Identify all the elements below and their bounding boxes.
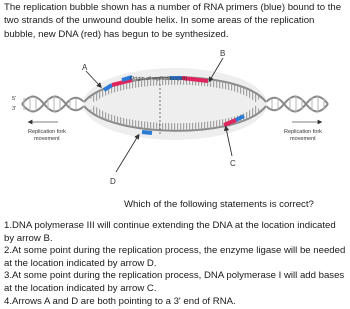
arrow-a-label: A [82,63,88,72]
left-fork-label-line2: movement [34,136,60,142]
intro-paragraph: The replication bubble shown has a number of RNA primers (blue) bound to the two strands of the unwound double helix. In some areas of the replication bubble, new DNA (red) has begun to be synthesized. [4,2,342,40]
arrow-a [82,63,100,86]
arrow-d [110,136,138,186]
three-prime-label: 3' [12,106,17,112]
left-double-helix [22,96,84,112]
right-fork-label-line1: Replication fork [284,129,322,135]
rna-primer [142,132,152,133]
question-text: Which of the following statements is correct? [124,199,314,210]
option-4[interactable]: 4.Arrows A and D are both pointing to a 3' end of RNA. [4,295,236,307]
left-fork-movement [28,122,66,142]
replication-bubble-diagram [0,44,350,194]
five-prime-label: 5' [12,96,17,102]
arrow-c-label: C [230,159,236,168]
option-3[interactable]: 3.At some point during the replication process, DNA polymerase I will add bases at the location indicated by arrow C. [4,270,345,294]
right-double-helix [266,96,328,112]
option-1[interactable]: 1.DNA polymerase III will continue extending the DNA at the location indicated by arrow B. [4,220,336,244]
origin-label: Origin of replication(ori) [130,76,188,82]
left-fork-label-line1: Replication fork [28,129,66,135]
arrow-c [226,128,236,168]
replication-bubble-figure [0,44,350,194]
right-fork-label-line2: movement [290,136,316,142]
arrow-d-label: D [110,177,116,186]
option-2[interactable]: 2.At some point during the replication process, the enzyme ligase will be needed at the location indicated by arrow D. [4,245,346,269]
arrow-b-label: B [220,49,226,58]
answer-options [4,220,347,308]
right-fork-movement [284,122,322,142]
